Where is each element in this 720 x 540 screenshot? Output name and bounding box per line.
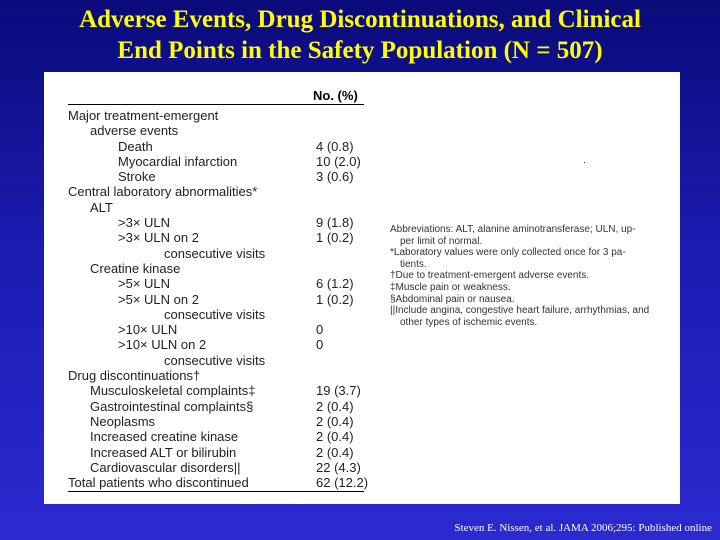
row-value: 19 (3.7) — [316, 383, 361, 399]
footnote — [390, 282, 670, 294]
table-row — [68, 169, 368, 184]
speck — [248, 504, 249, 505]
row-value: 1 (0.2) — [316, 230, 354, 246]
table-body — [68, 108, 368, 490]
footnote-text: †Due to treatment-emergent adverse events. — [390, 270, 589, 282]
title-line-2: End Points in the Safety Population (N = 507) — [117, 37, 603, 64]
footnote — [390, 247, 670, 270]
footnote-continuation: per limit of normal. — [400, 235, 483, 247]
row-value: 10 (2.0) — [316, 153, 361, 169]
table-top-rule — [68, 104, 364, 105]
table-row — [68, 246, 368, 261]
table-row — [68, 184, 368, 199]
footnote-text: ‡Muscle pain or weakness. — [390, 281, 511, 293]
table-row — [68, 460, 368, 475]
title-line-1: Adverse Events, Drug Discontinuations, and Clinical — [79, 6, 641, 33]
row-value: 3 (0.6) — [316, 169, 354, 185]
row-label: Total patients who discontinued — [68, 475, 249, 491]
footnote — [390, 294, 670, 306]
row-label: >3× ULN on 2 — [118, 230, 199, 246]
row-value: 9 (1.8) — [316, 215, 354, 231]
table-row — [68, 429, 368, 444]
row-value: 2 (0.4) — [316, 398, 354, 414]
speck — [300, 504, 301, 505]
row-value: 22 (4.3) — [316, 459, 361, 475]
table-row — [68, 123, 368, 138]
row-label: >5× ULN — [118, 276, 171, 292]
footnote-continuation: tients. — [400, 258, 427, 270]
table-row — [68, 139, 368, 154]
row-label: Drug discontinuations† — [68, 368, 201, 384]
table-row — [68, 230, 368, 245]
row-label: Central laboratory abnormalities* — [68, 184, 258, 200]
row-label: consecutive visits — [164, 306, 266, 322]
row-label: >5× ULN on 2 — [118, 291, 199, 307]
row-label: Musculoskeletal complaints‡ — [90, 383, 256, 399]
speck — [584, 162, 585, 163]
table-row — [68, 399, 368, 414]
column-header: No. (%) — [313, 88, 358, 103]
table-row — [68, 215, 368, 230]
table-row — [68, 445, 368, 460]
table-row — [68, 108, 368, 123]
table-row — [68, 200, 368, 215]
row-value: 4 (0.8) — [316, 138, 354, 154]
row-label: Neoplasms — [90, 413, 156, 429]
row-value: 2 (0.4) — [316, 429, 354, 445]
slide-title — [0, 4, 720, 66]
row-label: Myocardial infarction — [118, 153, 238, 169]
table-row — [68, 307, 368, 322]
row-label: Major treatment-emergent — [68, 108, 219, 123]
row-label: Cardiovascular disorders|| — [90, 459, 241, 475]
footnote-continuation: other types of ischemic events. — [400, 316, 538, 328]
table-row — [68, 368, 368, 383]
citation: Steven E. Nissen, et al. JAMA 2006;295: Published online — [454, 522, 712, 534]
footnote — [390, 224, 670, 247]
table-row — [68, 414, 368, 429]
footnote-text: Abbreviations: ALT, alanine aminotransferase; ULN, up- — [390, 224, 636, 235]
footnote-text: §Abdominal pain or nausea. — [390, 293, 515, 305]
row-label: consecutive visits — [164, 352, 266, 368]
footnotes — [390, 224, 670, 328]
row-value: 62 (12.2) — [316, 475, 369, 491]
footnote — [390, 270, 670, 282]
table-bottom-rule — [68, 491, 364, 492]
table-row — [68, 292, 368, 307]
table-row — [68, 353, 368, 368]
row-label: >3× ULN — [118, 215, 171, 231]
table-row — [68, 322, 368, 337]
table-row — [68, 475, 368, 490]
row-label: ALT — [90, 199, 113, 215]
row-label: Death — [118, 138, 153, 154]
table-row — [68, 154, 368, 169]
row-value: 6 (1.2) — [316, 276, 354, 292]
footnote-text: *Laboratory values were only collected once for 3 pa- — [390, 247, 626, 259]
footnote — [390, 305, 670, 328]
row-label: Gastrointestinal complaints§ — [90, 398, 254, 414]
row-label: consecutive visits — [164, 245, 266, 261]
table-row — [68, 261, 368, 276]
row-value: 0 — [316, 337, 324, 353]
row-value: 2 (0.4) — [316, 413, 354, 429]
table-row — [68, 383, 368, 398]
row-label: >10× ULN — [118, 322, 178, 338]
table-row — [68, 337, 368, 352]
footnote-text: ||Include angina, congestive heart failure, arrhythmias, and — [390, 305, 650, 317]
row-value: 1 (0.2) — [316, 291, 354, 307]
row-label: Stroke — [118, 169, 156, 185]
row-label: Increased creatine kinase — [90, 429, 239, 445]
row-label: adverse events — [90, 123, 179, 139]
row-label: >10× ULN on 2 — [118, 337, 207, 353]
row-label: Creatine kinase — [90, 260, 181, 276]
row-label: Increased ALT or bilirubin — [90, 444, 237, 460]
row-value: 2 (0.4) — [316, 444, 354, 460]
table-row — [68, 276, 368, 291]
row-value: 0 — [316, 322, 324, 338]
